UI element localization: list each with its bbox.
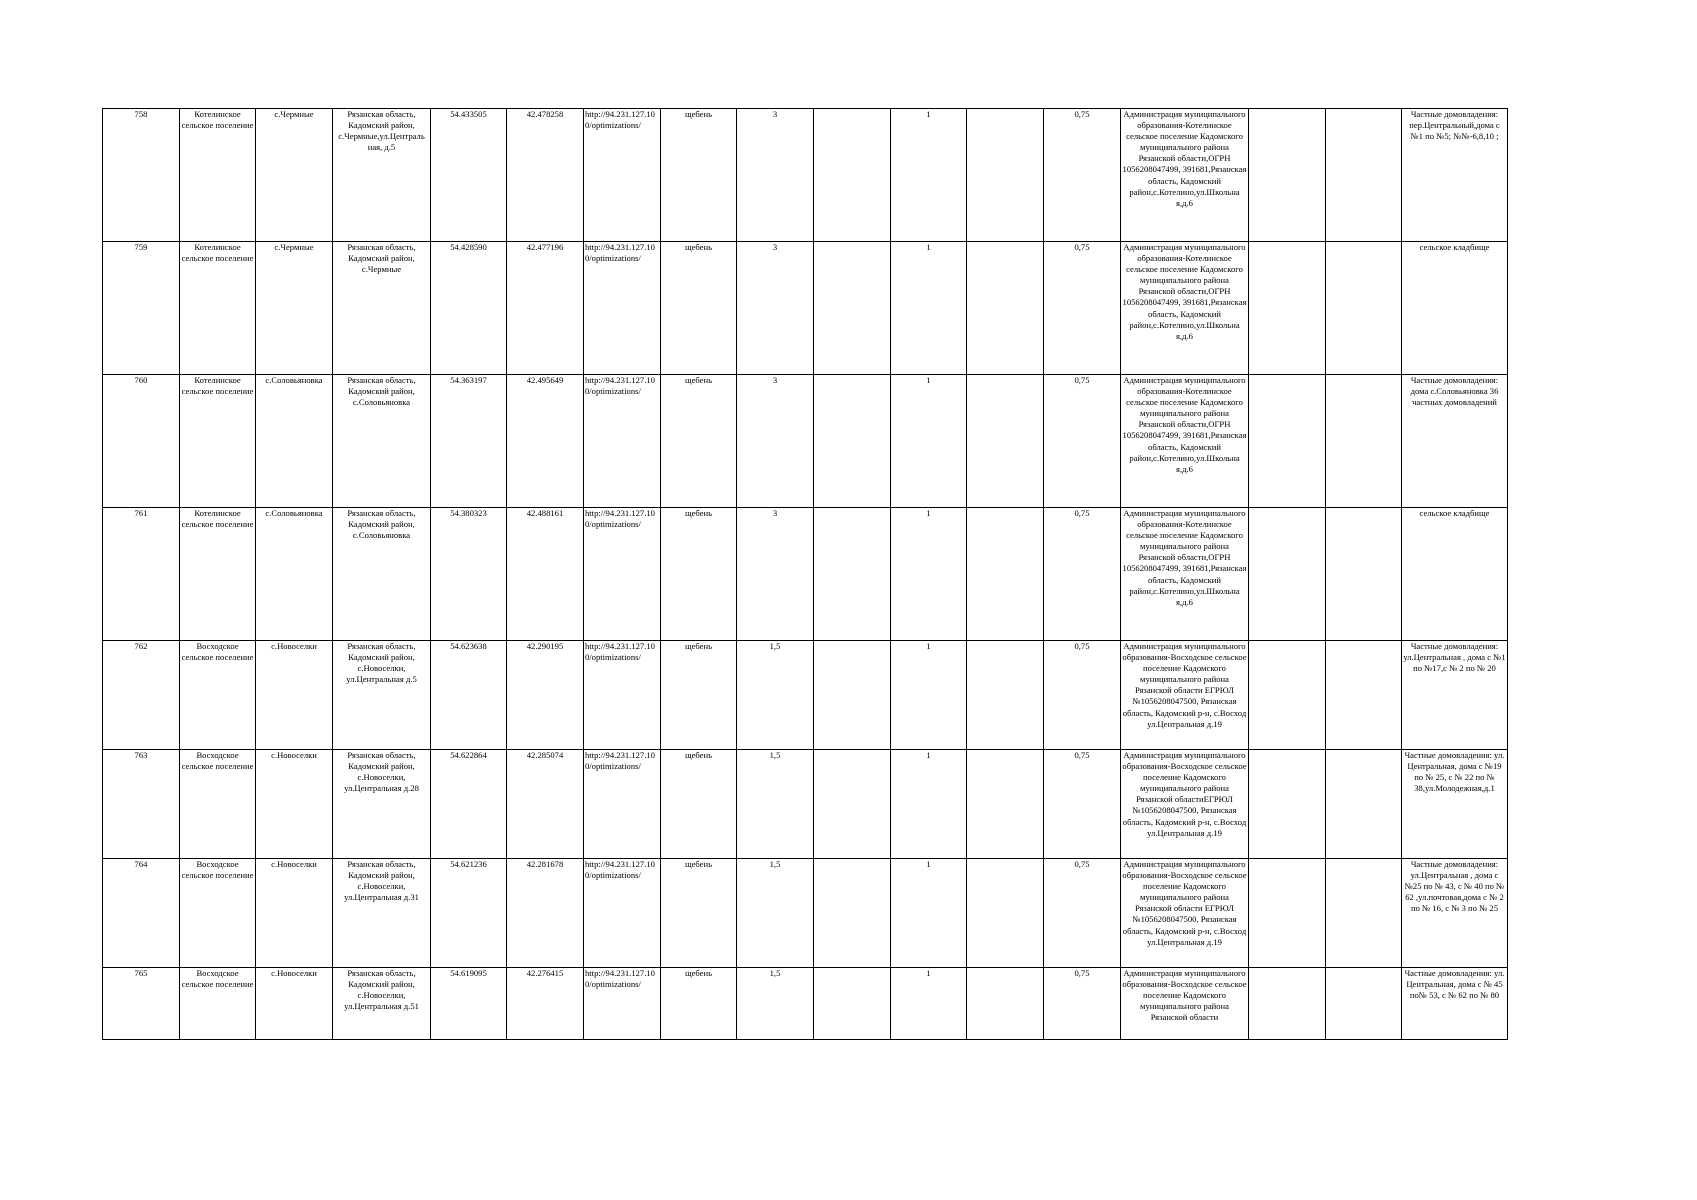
row-number-cell: 760 — [103, 375, 180, 508]
registry-table — [102, 108, 1508, 1040]
latitude-cell: 54.363197 — [431, 375, 507, 508]
empty-cell — [1249, 859, 1326, 968]
latitude-cell: 54.623638 — [431, 641, 507, 750]
longitude-cell: 42.477196 — [507, 242, 584, 375]
address-cell: Рязанская область, Кадомский район, с.Новоселки, ул.Центральная д.5 — [333, 641, 431, 750]
owner-cell: Администрация муниципального образования-Восходское сельское поселение Кадомского муниципального района Рязанской области — [1121, 968, 1249, 1040]
empty-cell — [1249, 750, 1326, 859]
locality-cell: с.Соловьяновка — [256, 508, 333, 641]
longitude-cell: 42.290195 — [507, 641, 584, 750]
owner-cell: Администрация муниципального образования-Котелинское сельское поселение Кадомского муниципального района Рязанской области,ОГРН 1056208047499, 391681,Рязанская область, Кадомский район,с.Котелино,ул.Школьна я,д.6 — [1121, 109, 1249, 242]
longitude-cell: 42.488161 — [507, 508, 584, 641]
area-cell: 3 — [737, 375, 814, 508]
settlement-cell: Котелинское сельское поселение — [180, 242, 256, 375]
surface-type-cell: щебень — [661, 375, 737, 508]
empty-cell — [1326, 859, 1402, 968]
row-number-cell: 765 — [103, 968, 180, 1040]
surface-type-cell: щебень — [661, 859, 737, 968]
area-cell: 3 — [737, 508, 814, 641]
empty-cell — [1326, 641, 1402, 750]
empty-cell — [967, 375, 1044, 508]
longitude-cell: 42.276415 — [507, 968, 584, 1040]
address-cell: Рязанская область, Кадомский район, с.Чермные — [333, 242, 431, 375]
table-row — [103, 750, 1508, 859]
empty-cell — [967, 508, 1044, 641]
address-cell: Рязанская область, Кадомский район, с.Чермные,ул.Централь ная, д.5 — [333, 109, 431, 242]
settlement-cell: Восходское сельское поселение — [180, 859, 256, 968]
empty-cell — [967, 242, 1044, 375]
area-cell: 1,5 — [737, 859, 814, 968]
longitude-cell: 42.281678 — [507, 859, 584, 968]
empty-cell — [1326, 375, 1402, 508]
longitude-cell: 42.285074 — [507, 750, 584, 859]
waste-sources-cell: сельское кладбище — [1402, 242, 1508, 375]
empty-cell — [967, 641, 1044, 750]
locality-cell: с.Соловьяновка — [256, 375, 333, 508]
area-cell: 1,5 — [737, 641, 814, 750]
table-row — [103, 242, 1508, 375]
owner-cell: Администрация муниципального образования-Котелинское сельское поселение Кадомского муниципального района Рязанской области,ОГРН 1056208047499, 391681,Рязанская область, Кадомский район,с.Котелино,ул.Школьна я,д.6 — [1121, 375, 1249, 508]
address-cell: Рязанская область, Кадомский район, с.Соловьяновка — [333, 375, 431, 508]
container-volume-cell: 0,75 — [1044, 109, 1121, 242]
owner-cell: Администрация муниципального образования-Восходское сельское поселение Кадомского муниципального района Рязанской областиЕГРЮЛ №1056208047500, Рязанская область, Кадомский р-н, с.Восход ул.Центральная д.19 — [1121, 750, 1249, 859]
waste-sources-cell: Частные домовладения: ул. Центральная, дома с № 45 по№ 53, с № 62 по № 80 — [1402, 968, 1508, 1040]
map-link-cell: http://94.231.127.10 0/optimizations/ — [584, 859, 661, 968]
address-cell: Рязанская область, Кадомский район, с.Новоселки, ул.Центральная д.28 — [333, 750, 431, 859]
empty-cell — [1249, 375, 1326, 508]
table-row — [103, 508, 1508, 641]
waste-sources-cell: Частные домовладения: ул.Центральная , дома с №25 по № 43, с № 40 по № 62 ,ул.почтовая,дома с № 2 по № 16, с № 3 по № 25 — [1402, 859, 1508, 968]
map-link-cell: http://94.231.127.10 0/optimizations/ — [584, 109, 661, 242]
locality-cell: с.Новоселки — [256, 859, 333, 968]
settlement-cell: Котелинское сельское поселение — [180, 508, 256, 641]
address-cell: Рязанская область, Кадомский район, с.Новоселки, ул.Центральная д.51 — [333, 968, 431, 1040]
empty-cell — [1249, 641, 1326, 750]
longitude-cell: 42.478258 — [507, 109, 584, 242]
map-link-cell: http://94.231.127.10 0/optimizations/ — [584, 508, 661, 641]
area-cell: 1,5 — [737, 750, 814, 859]
row-number-cell: 762 — [103, 641, 180, 750]
map-link-cell: http://94.231.127.10 0/optimizations/ — [584, 375, 661, 508]
longitude-cell: 42.495649 — [507, 375, 584, 508]
table-row — [103, 109, 1508, 242]
container-count-cell: 1 — [891, 109, 967, 242]
settlement-cell: Котелинское сельское поселение — [180, 109, 256, 242]
area-cell: 3 — [737, 109, 814, 242]
container-count-cell: 1 — [891, 859, 967, 968]
latitude-cell: 54.428590 — [431, 242, 507, 375]
empty-cell — [1326, 968, 1402, 1040]
latitude-cell: 54.621236 — [431, 859, 507, 968]
surface-type-cell: щебень — [661, 968, 737, 1040]
empty-cell — [1249, 242, 1326, 375]
empty-cell — [814, 750, 891, 859]
owner-cell: Администрация муниципального образования-Котелинское сельское поселение Кадомского муниципального района Рязанской области,ОГРН 1056208047499, 391681,Рязанская область, Кадомский район,с.Котелино,ул.Школьна я,д.6 — [1121, 508, 1249, 641]
container-count-cell: 1 — [891, 242, 967, 375]
row-number-cell: 764 — [103, 859, 180, 968]
empty-cell — [814, 968, 891, 1040]
row-number-cell: 758 — [103, 109, 180, 242]
empty-cell — [1326, 750, 1402, 859]
row-number-cell: 759 — [103, 242, 180, 375]
row-number-cell: 763 — [103, 750, 180, 859]
table-row — [103, 641, 1508, 750]
container-volume-cell: 0,75 — [1044, 859, 1121, 968]
empty-cell — [1326, 109, 1402, 242]
surface-type-cell: щебень — [661, 242, 737, 375]
container-volume-cell: 0,75 — [1044, 508, 1121, 641]
surface-type-cell: щебень — [661, 508, 737, 641]
locality-cell: с.Новоселки — [256, 750, 333, 859]
map-link-cell: http://94.231.127.10 0/optimizations/ — [584, 750, 661, 859]
table-row — [103, 375, 1508, 508]
container-count-cell: 1 — [891, 750, 967, 859]
settlement-cell: Котелинское сельское поселение — [180, 375, 256, 508]
waste-sources-cell: сельское кладбище — [1402, 508, 1508, 641]
map-link-cell: http://94.231.127.10 0/optimizations/ — [584, 242, 661, 375]
settlement-cell: Восходское сельское поселение — [180, 641, 256, 750]
address-cell: Рязанская область, Кадомский район, с.Новоселки, ул.Центральная д.31 — [333, 859, 431, 968]
area-cell: 3 — [737, 242, 814, 375]
empty-cell — [967, 859, 1044, 968]
empty-cell — [967, 109, 1044, 242]
settlement-cell: Восходское сельское поселение — [180, 968, 256, 1040]
area-cell: 1,5 — [737, 968, 814, 1040]
empty-cell — [814, 859, 891, 968]
empty-cell — [814, 508, 891, 641]
settlement-cell: Восходское сельское поселение — [180, 750, 256, 859]
empty-cell — [967, 750, 1044, 859]
latitude-cell: 54.622864 — [431, 750, 507, 859]
owner-cell: Администрация муниципального образования-Восходское сельское поселение Кадомского муниципального района Рязанской области ЕГРЮЛ №1056208047500, Рязанская область, Кадомский р-н, с.Восход ул.Центральная д.19 — [1121, 641, 1249, 750]
row-number-cell: 761 — [103, 508, 180, 641]
empty-cell — [1249, 109, 1326, 242]
latitude-cell: 54.619095 — [431, 968, 507, 1040]
container-count-cell: 1 — [891, 375, 967, 508]
empty-cell — [1249, 508, 1326, 641]
map-link-cell: http://94.231.127.10 0/optimizations/ — [584, 968, 661, 1040]
container-count-cell: 1 — [891, 641, 967, 750]
empty-cell — [1249, 968, 1326, 1040]
waste-sources-cell: Частные домовладения: ул. Центральная, дома с №19 по № 25, с № 22 по № 38,ул.Молодежная,д.1 — [1402, 750, 1508, 859]
container-volume-cell: 0,75 — [1044, 750, 1121, 859]
empty-cell — [814, 242, 891, 375]
locality-cell: с.Новоселки — [256, 641, 333, 750]
waste-sources-cell: Частные домовладения: дома с.Соловьяновка 36 частных домовладений — [1402, 375, 1508, 508]
container-volume-cell: 0,75 — [1044, 375, 1121, 508]
latitude-cell: 54.380323 — [431, 508, 507, 641]
empty-cell — [967, 968, 1044, 1040]
surface-type-cell: щебень — [661, 641, 737, 750]
owner-cell: Администрация муниципального образования-Котелинское сельское поселение Кадомского муниципального района Рязанской области,ОГРН 1056208047499, 391681,Рязанская область, Кадомский район,с.Котелино,ул.Школьна я,д.6 — [1121, 242, 1249, 375]
address-cell: Рязанская область, Кадомский район, с.Соловьяновка — [333, 508, 431, 641]
waste-sources-cell: Частные домовладения: ул.Центральная , дома с №1 по №17,с № 2 по № 20 — [1402, 641, 1508, 750]
latitude-cell: 54.433505 — [431, 109, 507, 242]
locality-cell: с.Новоселки — [256, 968, 333, 1040]
empty-cell — [1326, 508, 1402, 641]
map-link-cell: http://94.231.127.10 0/optimizations/ — [584, 641, 661, 750]
empty-cell — [814, 641, 891, 750]
container-count-cell: 1 — [891, 508, 967, 641]
container-volume-cell: 0,75 — [1044, 641, 1121, 750]
container-volume-cell: 0,75 — [1044, 242, 1121, 375]
locality-cell: с.Чермные — [256, 109, 333, 242]
table-row — [103, 968, 1508, 1040]
empty-cell — [814, 375, 891, 508]
owner-cell: Администрация муниципального образования-Восходское сельское поселение Кадомского муниципального района Рязанской области ЕГРЮЛ №1056208047500, Рязанская область, Кадомский р-н, с.Восход ул.Центральная д.19 — [1121, 859, 1249, 968]
waste-sources-cell: Частные домовладения: пер.Центральный,дома с №1 по №5; №№-6,8,10 ; — [1402, 109, 1508, 242]
container-volume-cell: 0,75 — [1044, 968, 1121, 1040]
locality-cell: с.Чермные — [256, 242, 333, 375]
surface-type-cell: щебень — [661, 750, 737, 859]
table-row — [103, 859, 1508, 968]
container-count-cell: 1 — [891, 968, 967, 1040]
surface-type-cell: щебень — [661, 109, 737, 242]
empty-cell — [1326, 242, 1402, 375]
empty-cell — [814, 109, 891, 242]
